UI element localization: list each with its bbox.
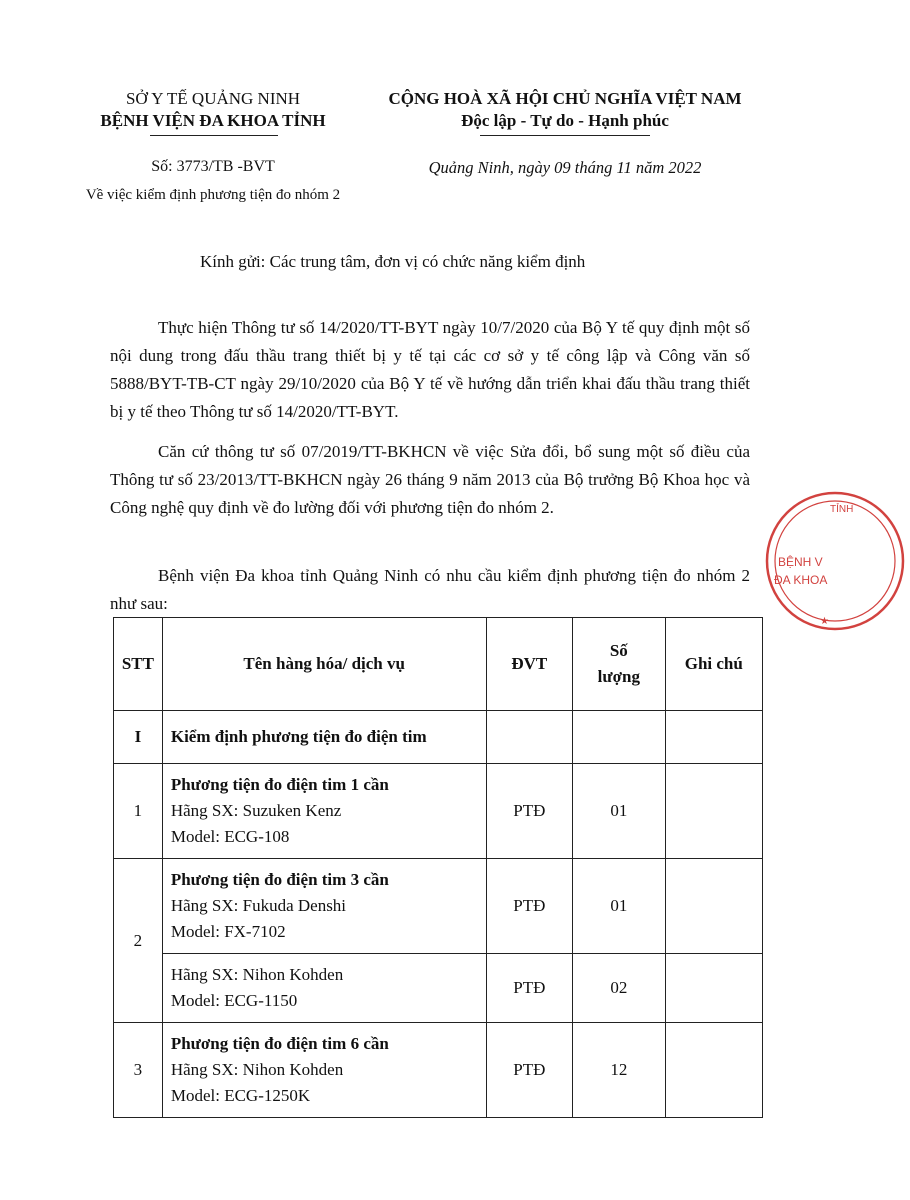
row-note (665, 859, 762, 954)
recipient-line: Kính gửi: Các trung tâm, đơn vị có chức năng kiểm định (200, 252, 586, 271)
section-row (114, 711, 763, 764)
item-maker: Hãng SX: Nihon Kohden (170, 1060, 344, 1079)
item-model: Model: FX-7102 (170, 922, 286, 941)
row-qty: 01 (573, 764, 666, 859)
department-name: SỞ Y TẾ QUẢNG NINH (125, 89, 301, 108)
item-maker: Hãng SX: Nihon Kohden (170, 965, 344, 984)
country-name: CỘNG HOÀ XÃ HỘI CHỦ NGHĨA VIỆT NAM (388, 89, 742, 108)
equipment-table (113, 617, 763, 1118)
header-qty-line1: Số (609, 641, 628, 660)
row-note (665, 764, 762, 859)
table-row (114, 954, 763, 1023)
row-unit: PTĐ (486, 764, 573, 859)
header-name: Tên hàng hóa/ dịch vụ (162, 618, 486, 711)
item-maker: Hãng SX: Fukuda Denshi (170, 896, 347, 915)
paragraph-2: Căn cứ thông tư số 07/2019/TT-BKHCN về việc Sửa đổi, bổ sung một số điều của Thông tư số 23/2013/TT-BKHCN ngày 26 tháng 9 năm 2013 của Bộ trưởng Bộ Khoa học và Công nghệ quy định về đo lường đối với phương tiện đo nhóm 2. (110, 442, 750, 517)
item-maker: Hãng SX: Suzuken Kenz (170, 801, 342, 820)
issuer-underline (150, 135, 278, 136)
document-number: Số: 3773/TB -BVT (151, 158, 275, 175)
item-model: Model: ECG-1150 (170, 991, 298, 1010)
paragraph-1: Thực hiện Thông tư số 14/2020/TT-BYT ngày 10/7/2020 của Bộ Y tế quy định một số nội dung trong đấu thầu trang thiết bị y tế tại các cơ sở y tế công lập và Công văn số 5888/BYT-TB-CT ngày 29/10/2020 của Bộ Y tế về hướng dẫn triển khai đấu thầu trang thiết bị y tế theo Thông tư số 14/2020/TT-BYT. (110, 318, 750, 421)
stamp-line2: ĐA KHOA (774, 573, 828, 587)
row-note (665, 1023, 762, 1118)
item-model: Model: ECG-1250K (170, 1086, 311, 1105)
stamp-top-text: TỈNH (830, 504, 854, 515)
row-stt: 3 (114, 1023, 163, 1118)
row-qty: 02 (573, 954, 666, 1023)
table-row (114, 859, 763, 954)
row-unit: PTĐ (486, 954, 573, 1023)
row-stt: 2 (114, 859, 163, 1023)
table-row (114, 764, 763, 859)
header-unit: ĐVT (486, 618, 573, 711)
header-note: Ghi chú (665, 618, 762, 711)
table-row (114, 1023, 763, 1118)
row-qty: 12 (573, 1023, 666, 1118)
item-model: Model: ECG-108 (170, 827, 290, 846)
row-name (162, 954, 486, 1023)
row-name (162, 1023, 486, 1118)
document-subject: Về việc kiểm định phương tiện đo nhóm 2 (85, 187, 341, 203)
item-title: Phương tiện đo điện tim 3 cần (170, 870, 389, 889)
national-header (360, 88, 770, 132)
row-name (162, 859, 486, 954)
item-title: Phương tiện đo điện tim 6 cần (170, 1034, 389, 1053)
header-qty (573, 618, 666, 711)
place-date: Quảng Ninh, ngày 09 tháng 11 năm 2022 (428, 158, 702, 177)
row-qty: 01 (573, 859, 666, 954)
paragraph-3: Bệnh viện Đa khoa tỉnh Quảng Ninh có nhu cầu kiểm định phương tiện đo nhóm 2 như sau: (110, 566, 750, 613)
header-stt: STT (114, 618, 163, 711)
section-stt: I (114, 711, 163, 764)
motto-underline (480, 135, 650, 136)
hospital-name: BỆNH VIỆN ĐA KHOA TỈNH (100, 111, 326, 130)
stamp-star-icon: ★ (820, 616, 829, 627)
table-header-row (114, 618, 763, 711)
item-title: Phương tiện đo điện tim 1 cần (170, 775, 389, 794)
stamp-line1: BỆNH V (778, 555, 823, 569)
row-unit: PTĐ (486, 859, 573, 954)
row-note (665, 954, 762, 1023)
national-motto: Độc lập - Tự do - Hạnh phúc (461, 111, 669, 130)
official-stamp (760, 486, 910, 636)
row-stt: 1 (114, 764, 163, 859)
section-name: Kiểm định phương tiện đo điện tim (162, 711, 486, 764)
row-name (162, 764, 486, 859)
row-unit: PTĐ (486, 1023, 573, 1118)
issuer-block (48, 88, 378, 132)
header-qty-line2: lượng (597, 667, 640, 686)
